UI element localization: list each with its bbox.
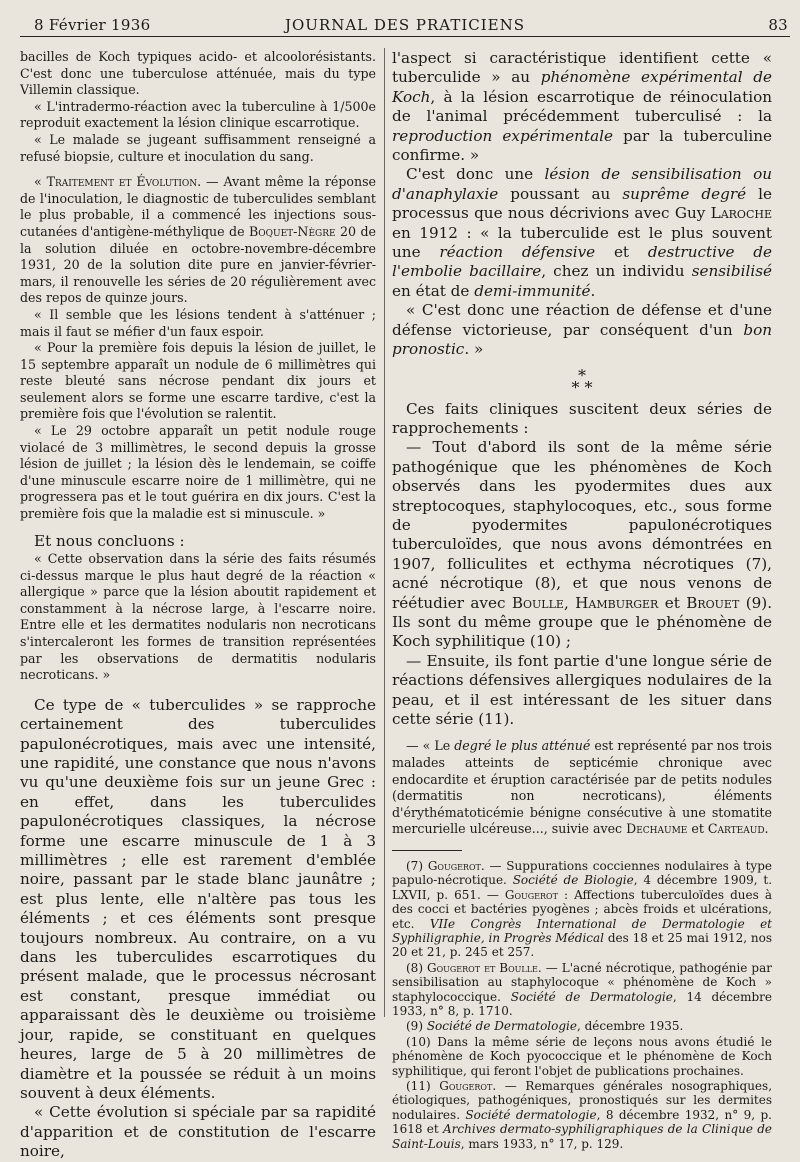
paragraph: C'est donc une lésion de sensibilisation ou d'anaphylaxie poussant au suprême degré le processus que nous décrivions avec Guy Laroche en 1912 : « la tuberculide est le plus souvent une réaction défensive et destructive de l'embolie bacillaire, chez un individu sensibilisé en état de demi-immunité. xyxy=(392,165,773,300)
footnote: (8) Gougerot et Boulle. — L'acné nécrotique, pathogénie par sensibilisation au staphylocoque « phénomène de Koch » staphylococcique. Société de Dermatologie, 14 décembre 1933, n° 8, p. 1710. xyxy=(392,960,772,1019)
paragraph: « Traitement et Évolution. — Avant même la réponse de l'inoculation, le diagnostic de tuberculides semblant le plus probable, il a commencé les injections sous-cutanées d'antigène-méthylique de Boquet-Nègre 20 de la solution diluée en octobre-novembre-décembre 1931, 20 de la solution dite pure en janvier-février-mars, il renouvelle les séries de 20 régulièrement avec des repos de quinze jours. xyxy=(20,174,376,306)
footnote-rule xyxy=(392,850,462,851)
paragraph: Ce type de « tuberculides » se rapproche certainement des tuberculides papulonécrotiques, mais avec une intensité, une rapidité, une constance que nous n'avons vu qu'une deuxième fois sur un jeune Grec : en effet, dans les tuberculides papulonécrotiques classiques, la nécrose forme une escarre minuscule de 1 à 3 millimètres ; elle est rarement d'emblée noire, passant par le stade blanc jaunâtre ; est plus lente, elle n'altère pas tous les éléments ; et ces éléments sont presque toujours nombreux. Au contraire, on a vu dans les tuberculides escarrotiques du présent malade, que le processus nécrosant est constant, presque immédiat ou apparaissant dès le deuxième ou troisième jour, rapide, se constituant en quelques heures, large de 5 à 20 millimètres de diamètre et la poussée se réduit à un moins souvent à deux éléments. xyxy=(20,695,376,1102)
issue-date: 8 Février 1936 xyxy=(34,16,151,34)
author-name: Boquet-Nègre xyxy=(249,223,336,239)
paragraph: « Cette observation dans la série des faits résumés ci-dessus marque le plus haut degré de la réaction « allergique » parce que la lésion aboutit rapidement et constamment à la nécrose large, à l'escarre noire. Entre elle et les dermatites nodularis non necroticans s'intercaleront les formes de transition représentées par les observations de dermatitis nodularis necroticans. » xyxy=(20,551,376,683)
paragraph: « Le malade se jugeant suffisamment renseigné a refusé biopsie, culture et inoculation du sang. xyxy=(20,131,376,164)
footnote: (10) Dans la même série de leçons nous avons étudié le phénomène de Koch pyococcique et le phénomène de Koch syphilitique, qui feront l'objet de publications prochaines. xyxy=(392,1034,772,1078)
author-name: Laroche xyxy=(710,204,772,223)
author-name: Brouet xyxy=(686,593,740,612)
author-name: Carteaud xyxy=(707,821,765,837)
paragraph: — Tout d'abord ils sont de la même série pathogénique que les phénomènes de Koch observés dans les pyodermites dues aux streptocoques, staphylocoques, etc., sous forme de pyodermites papulonécrotiques tuberculoïdes, que nous avons démontrées en 1907, folliculites et ecthyma nécrotiques (7), acné nécrotique (8), et que nous venons de réétudier avec Boulle, Hamburger et Brouet (9). Ils sont du même groupe que le phénomène de Koch syphilitique (10) ; xyxy=(392,438,773,651)
journal-title: JOURNAL DES PRATICIENS xyxy=(284,16,526,34)
author-name: Dechaume xyxy=(626,821,688,837)
footnote: (7) Gougerot. — Suppurations cocciennes nodulaires à type papulo-nécrotique. Société de Biologie, 4 décembre 1909, t. LXVII, p. 651. — Gougerot : Affections tuberculoïdes dues à des cocci et bactéries pyogènes ; abcès froids et ulcérations, etc. VIIe Congrès International de Dermatologie et Syphiligraphie, in Progrès Médical des 18 et 25 mai 1912, nos 20 et 21, p. 245 et 257. xyxy=(392,858,773,960)
right-column xyxy=(392,49,773,1151)
paragraph: « Cette évolution si spéciale par sa rapidité d'apparition et de constitution de l'escarre noire, xyxy=(20,1103,376,1161)
paragraph: « Le 29 octobre apparaît un petit nodule rouge violacé de 3 millimètres, le second depuis la grosse lésion de juillet ; la lésion dès le lendemain, se coiffe d'une minuscule escarre noire de 1 millimètre, qui ne progressera pas et le tout guérira en dix jours. C'est la première fois que la maladie est si minuscule. » xyxy=(20,423,376,522)
paragraph: — Ensuite, ils font partie d'une longue série de réactions défensives allergiques nodulaires de la peau, et il est intéressant de les situer dans cette série (11). xyxy=(392,651,772,728)
paragraph: « L'intradermo-réaction avec la tuberculine à 1/500e reproduit exactement la lésion clinique escarrotique. xyxy=(20,98,376,131)
running-header xyxy=(20,14,790,37)
footnote: (9) Société de Dermatologie, décembre 1935. xyxy=(406,1019,684,1034)
author-name: Hamburger xyxy=(575,593,659,612)
author-name: Boulle xyxy=(511,593,564,612)
paragraph: « Il semble que les lésions tendent à s'atténuer ; mais il faut se méfier d'un faux espoir. xyxy=(20,306,376,339)
left-column xyxy=(20,49,376,1161)
footnote: (11) Gougerot. — Remarques générales nosographiques, étiologiques, pathogéniques, pronostiqués sur les dermites nodulaires. Société dermatologie, 8 décembre 1932, n° 9, p. 1618 et Archives dermato-syphiligraphiques de la Clinique de Saint-Louis, mars 1933, n° 17, p. 129. xyxy=(392,1079,773,1151)
paragraph: « Pour la première fois depuis la lésion de juillet, le 15 septembre apparaît un nodule de 6 millimètres qui reste bleuté sans nécrose pendant dix jours et seulement alors se forme une escarre tardive, c'est la première fois que l'évolution se ralentit. xyxy=(20,340,376,422)
paragraph: bacilles de Koch typiques acido- et alcoolorésistants. C'est donc une tuberculose atténuée, mais du type Villemin classique. xyxy=(20,49,376,98)
paragraph: Ces faits cliniques suscitent deux séries de rapprochements : xyxy=(392,399,772,437)
paragraph: Et nous concluons : xyxy=(34,531,185,550)
section-lead: « Traitement et Évolution. xyxy=(34,174,202,190)
page-number: 83 xyxy=(768,16,788,34)
column-divider xyxy=(384,48,385,1017)
paragraph: — « Le degré le plus atténué est représenté par nos trois malades atteints de septicémie chronique avec endocardite et éruption caractérisée par de petits nodules (dermatitis non necroticans), éléments d'érythématoticémie bénigne consécutive à une stomatite mercurielle ulcéreuse..., suivie avec Dechaume et Carteaud. xyxy=(392,738,772,837)
section-separator: * * * xyxy=(571,365,593,397)
paragraph: l'aspect si caractéristique identifient cette « tuberculide » au phénomène expérimental de Koch, à la lésion escarrotique de réinoculation de l'animal précédemment tuberculisé : la reproduction expérimentale par la tuberculine confirme. » xyxy=(392,49,773,165)
paragraph: « C'est donc une réaction de défense et d'une défense victorieuse, par conséquent d'un bon pronostic. » xyxy=(392,301,772,359)
